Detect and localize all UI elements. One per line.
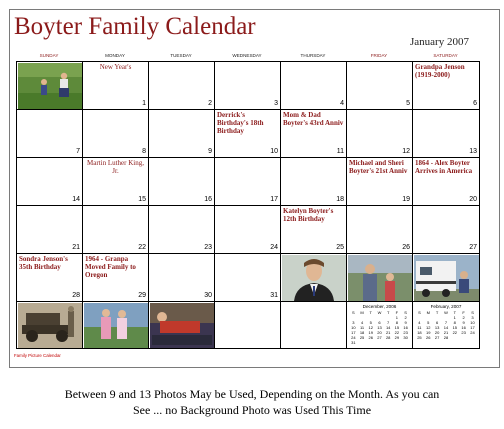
mini-day: 9 xyxy=(404,320,407,325)
mini-day: 19 xyxy=(368,330,373,335)
day-number: 14 xyxy=(72,196,80,203)
mini-day: 14 xyxy=(385,325,391,330)
weekday-wednesday: WEDNESDAY xyxy=(232,53,262,58)
event-label: Katelyn Boyter's 12th Birthday xyxy=(283,207,334,223)
day-cell xyxy=(215,110,281,158)
mini-day: 29 xyxy=(394,335,400,340)
mini-day: 4 xyxy=(418,320,421,325)
mini-day: 27 xyxy=(377,335,382,340)
mini-day: 20 xyxy=(377,330,382,335)
day-cell xyxy=(347,158,413,206)
day-cell xyxy=(149,302,215,349)
mini-weekday: T xyxy=(435,310,439,315)
mini-day: 10 xyxy=(351,325,356,330)
mini-day: 24 xyxy=(470,330,475,335)
mini-day: 7 xyxy=(387,320,390,325)
day-cell xyxy=(17,158,83,206)
mini-weekday: M xyxy=(426,310,430,315)
mini-day xyxy=(384,340,393,345)
day-number: 11 xyxy=(336,148,344,155)
day-number: 13 xyxy=(469,148,477,155)
day-cell xyxy=(83,302,149,349)
day-number: 16 xyxy=(204,196,212,203)
day-number: 2 xyxy=(208,100,212,107)
day-number: 27 xyxy=(469,244,477,251)
day-cell xyxy=(149,158,215,206)
mini-day: 27 xyxy=(434,335,440,340)
family-photo-icon xyxy=(18,63,82,109)
mini-day: 13 xyxy=(377,325,382,330)
mini-day: 12 xyxy=(368,325,373,330)
day-number: 17 xyxy=(270,196,278,203)
mini-weekday: F xyxy=(395,310,399,315)
mini-calendar-prev xyxy=(347,302,413,349)
rv-photo-icon xyxy=(414,255,479,301)
day-cell xyxy=(17,302,83,349)
mini-day: 6 xyxy=(435,320,439,325)
day-cell xyxy=(347,206,413,254)
weekday-header-row xyxy=(16,51,479,61)
day-number: 3 xyxy=(274,100,278,107)
mini-day: 23 xyxy=(403,330,408,335)
event-label: 1964 - Granpa Moved Family to Oregon xyxy=(85,255,136,279)
day-number: 19 xyxy=(402,196,410,203)
mini-weekday: S xyxy=(471,310,474,315)
mini-day: 14 xyxy=(443,325,449,330)
mini-day: 18 xyxy=(417,330,422,335)
day-number: 21 xyxy=(72,244,80,251)
mini-day: 5 xyxy=(369,320,372,325)
mini-weekday: S xyxy=(404,310,407,315)
mini-day: 11 xyxy=(417,325,422,330)
mini-day: 17 xyxy=(470,325,475,330)
calendar-title: Boyter Family Calendar xyxy=(14,13,256,40)
mini-day: 16 xyxy=(403,325,408,330)
mini-day: 4 xyxy=(360,320,364,325)
mini-day: 28 xyxy=(443,335,449,340)
mini-day: 18 xyxy=(359,330,365,335)
day-cell xyxy=(83,254,149,302)
mini-day: 19 xyxy=(426,330,431,335)
mini-day: 25 xyxy=(359,335,365,340)
day-cell xyxy=(17,62,83,110)
day-cell xyxy=(413,254,480,302)
weekday-saturday: SATURDAY xyxy=(433,53,458,58)
day-number: 15 xyxy=(138,196,146,203)
day-number: 9 xyxy=(208,148,212,155)
relaxing-photo-icon xyxy=(150,303,214,348)
mini-day: 1 xyxy=(395,315,398,320)
mini-day: 20 xyxy=(434,330,440,335)
event-label: Grandpa Jenson (1919-2000) xyxy=(415,63,465,79)
day-number: 31 xyxy=(270,292,278,299)
calendar-grid xyxy=(16,61,480,349)
mini-day: 3 xyxy=(471,315,474,320)
weekday-tuesday: TUESDAY xyxy=(170,53,192,58)
mini-day: 17 xyxy=(351,330,356,335)
day-cell xyxy=(281,254,347,302)
event-label: Michael and Sheri Boyter's 21st Anniv xyxy=(349,159,408,175)
day-number: 25 xyxy=(336,244,344,251)
day-cell xyxy=(83,110,149,158)
mini-weekday: T xyxy=(369,310,372,315)
mini-day xyxy=(366,340,375,345)
day-number: 26 xyxy=(402,244,410,251)
day-cell xyxy=(215,62,281,110)
day-cell xyxy=(17,206,83,254)
weekday-sunday: SUNDAY xyxy=(39,53,59,58)
day-cell xyxy=(347,254,413,302)
day-cell xyxy=(83,158,149,206)
mini-day xyxy=(393,340,402,345)
event-label: Derrick's Birthday's 18th Birthday xyxy=(217,111,264,135)
event-label: Mom & Dad Boyter's 43rd Anniv xyxy=(283,111,344,127)
mini-day: 31 xyxy=(351,340,356,345)
day-number: 24 xyxy=(270,244,278,251)
mini-day: 22 xyxy=(452,330,458,335)
mini-day: 2 xyxy=(462,315,465,320)
day-cell xyxy=(149,110,215,158)
mini-day: 15 xyxy=(452,325,458,330)
caption-line-1: Between 9 and 13 Photos May be Used, Depending on the Month. As you can xyxy=(64,387,440,401)
day-cell xyxy=(215,254,281,302)
mini-day: 12 xyxy=(426,325,431,330)
mini-calendar-title: February, 2007 xyxy=(430,304,462,309)
mini-weekday: T xyxy=(386,310,390,315)
day-cell xyxy=(149,254,215,302)
mini-day: 26 xyxy=(426,335,431,340)
day-number: 20 xyxy=(469,196,477,203)
day-cell xyxy=(413,206,480,254)
portrait-photo-icon xyxy=(282,255,346,301)
day-number: 30 xyxy=(204,292,212,299)
day-cell xyxy=(149,62,215,110)
day-cell xyxy=(215,302,281,349)
mini-calendar-table xyxy=(349,310,410,345)
mini-calendar-next xyxy=(413,302,480,349)
day-cell xyxy=(281,62,347,110)
caption-line-2: See ... no Background Photo was Used This Time xyxy=(132,403,372,417)
day-cell xyxy=(17,254,83,302)
vintage-car-photo-icon xyxy=(18,303,82,348)
day-number: 6 xyxy=(473,100,477,107)
mini-day: 8 xyxy=(395,320,398,325)
day-cell xyxy=(281,206,347,254)
mini-day: 3 xyxy=(352,320,355,325)
day-cell xyxy=(413,110,480,158)
day-number: 10 xyxy=(270,148,278,155)
event-label: New Year's xyxy=(99,63,132,71)
day-cell xyxy=(413,62,480,110)
mini-day: 7 xyxy=(444,320,448,325)
mini-day: 22 xyxy=(394,330,400,335)
mini-calendar-table xyxy=(415,310,477,340)
mini-calendar-title: December, 2006 xyxy=(362,304,397,309)
month-year-label: January 2007 xyxy=(410,36,469,48)
day-cell xyxy=(281,158,347,206)
mini-day xyxy=(375,340,384,345)
mini-day: 15 xyxy=(394,325,400,330)
day-number: 4 xyxy=(340,100,344,107)
mini-weekday: W xyxy=(377,310,382,315)
mini-day: 11 xyxy=(359,325,365,330)
day-cell xyxy=(83,206,149,254)
mini-day: 16 xyxy=(461,325,466,330)
day-cell xyxy=(149,206,215,254)
day-cell xyxy=(281,302,347,349)
mini-weekday: S xyxy=(352,310,355,315)
mini-day: 8 xyxy=(453,320,456,325)
mini-weekday: W xyxy=(444,310,448,315)
mini-day: 24 xyxy=(351,335,356,340)
mini-day: 1 xyxy=(453,315,456,320)
mini-day: 21 xyxy=(443,330,449,335)
mini-day xyxy=(459,335,468,340)
mini-day: 23 xyxy=(461,330,466,335)
mini-day: 21 xyxy=(385,330,391,335)
day-cell xyxy=(281,110,347,158)
day-number: 23 xyxy=(204,244,212,251)
mini-day: 25 xyxy=(417,335,422,340)
event-label: Sondra Jenson's 35th Birthday xyxy=(19,255,68,271)
day-number: 5 xyxy=(406,100,410,107)
mini-day: 6 xyxy=(378,320,381,325)
mini-weekday: M xyxy=(360,310,364,315)
weekday-thursday: THURSDAY xyxy=(300,53,326,58)
children-photo-icon xyxy=(84,303,148,348)
mini-day xyxy=(401,340,410,345)
day-number: 22 xyxy=(138,244,146,251)
event-label: Martin Luther King, Jr. xyxy=(87,159,144,175)
mini-day: 13 xyxy=(434,325,440,330)
footer-note: Family Picture Calendar xyxy=(14,353,61,358)
day-number: 8 xyxy=(142,148,146,155)
weekday-friday: FRIDAY xyxy=(370,53,388,58)
day-cell xyxy=(215,206,281,254)
mini-day: 30 xyxy=(403,335,408,340)
mini-day: 10 xyxy=(470,320,475,325)
mini-day xyxy=(358,340,367,345)
outdoor-photo-icon xyxy=(348,255,412,301)
mini-weekday: T xyxy=(453,310,457,315)
day-cell xyxy=(83,62,149,110)
day-cell xyxy=(215,158,281,206)
mini-day xyxy=(450,335,459,340)
day-number: 1 xyxy=(142,100,146,107)
day-number: 7 xyxy=(76,148,80,155)
day-number: 18 xyxy=(336,196,344,203)
day-number: 29 xyxy=(138,292,146,299)
mini-weekday: F xyxy=(462,310,465,315)
day-number: 28 xyxy=(72,292,80,299)
mini-day: 28 xyxy=(385,335,391,340)
day-number: 12 xyxy=(402,148,410,155)
mini-day xyxy=(468,335,477,340)
mini-day: 26 xyxy=(368,335,373,340)
event-label: 1864 - Alex Boyter Arrives in America xyxy=(415,159,473,175)
day-cell xyxy=(17,110,83,158)
mini-day: 2 xyxy=(404,315,407,320)
day-cell xyxy=(413,158,480,206)
caption xyxy=(0,386,504,418)
mini-weekday: S xyxy=(418,310,421,315)
weekday-monday: MONDAY xyxy=(105,53,125,58)
day-cell xyxy=(347,110,413,158)
day-cell xyxy=(347,62,413,110)
mini-day: 9 xyxy=(462,320,465,325)
mini-day: 5 xyxy=(427,320,430,325)
